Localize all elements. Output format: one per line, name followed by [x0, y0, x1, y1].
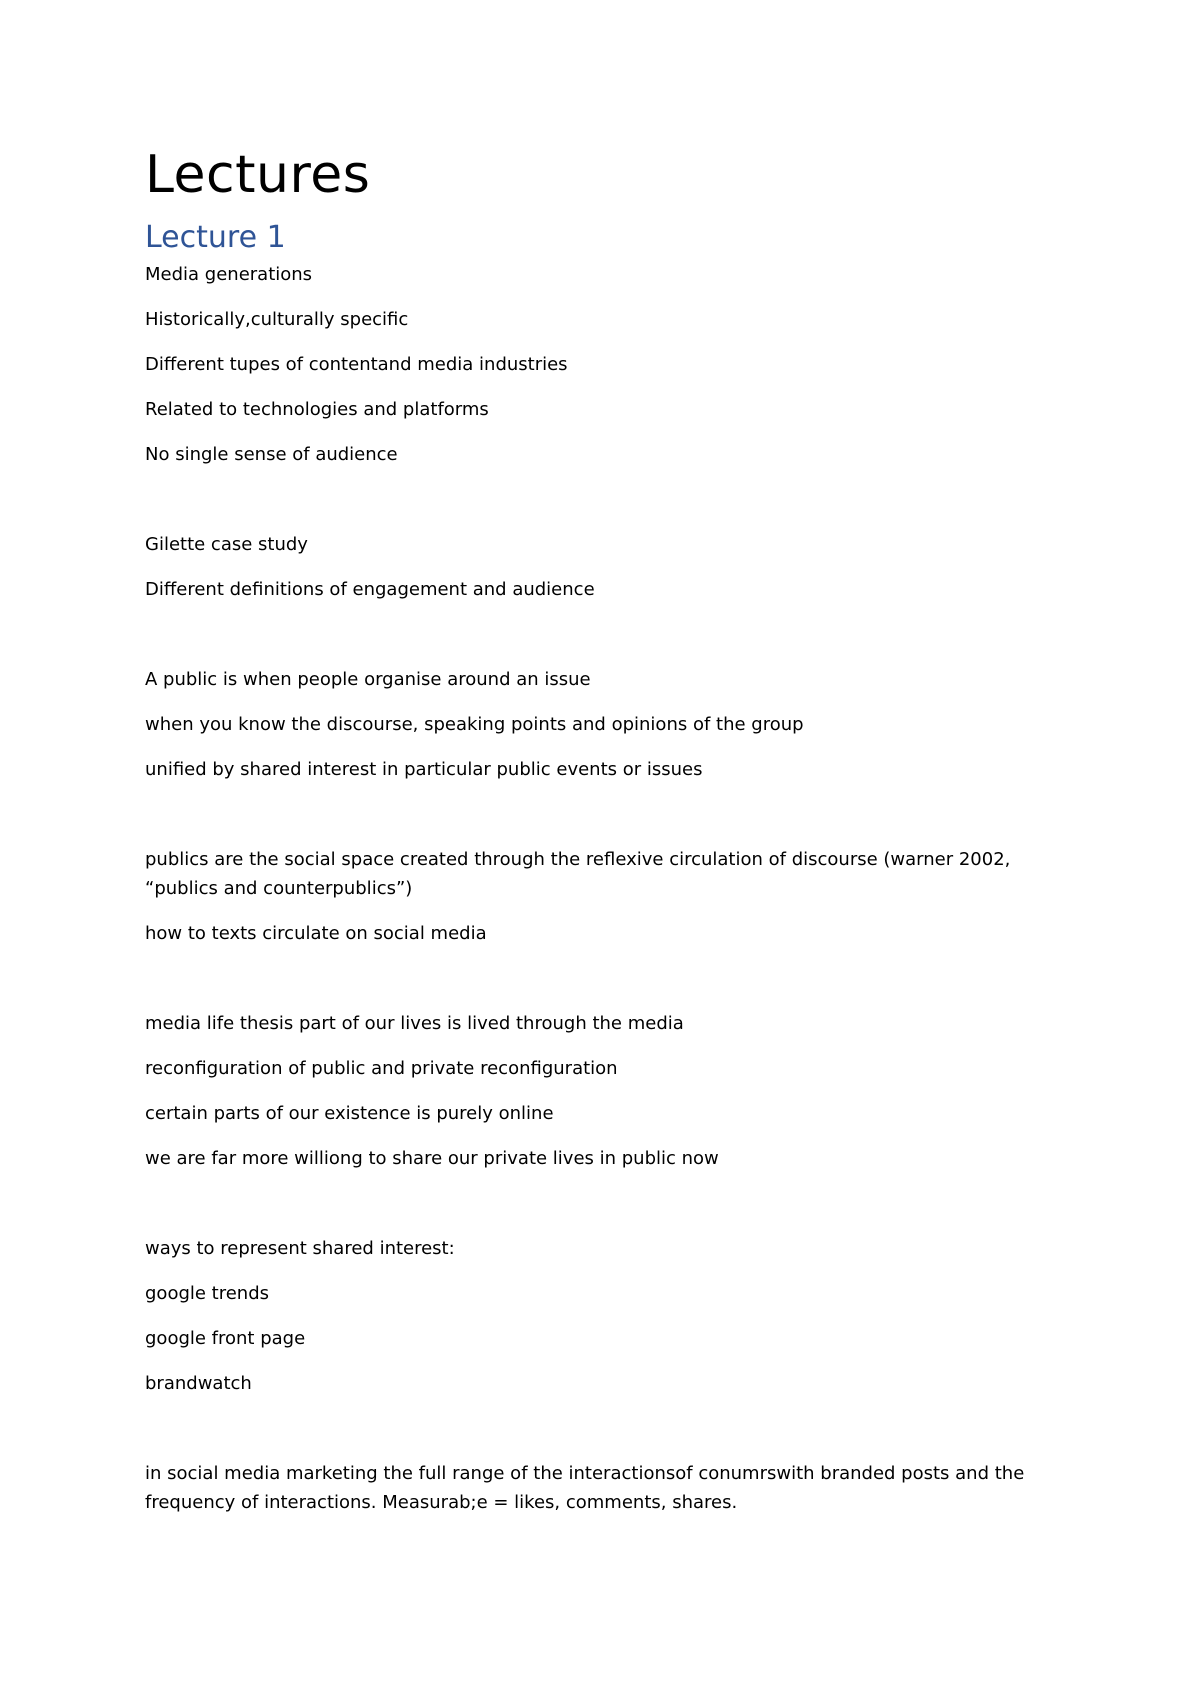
text-line: Related to technologies and platforms [145, 399, 489, 420]
text-line: when you know the discourse, speaking points and opinions of the group [145, 714, 804, 735]
text-line: in social media marketing the full range of the interactionsof conumrswith branded posts and the frequency of interactions. Measurab;e = likes, comments, shares. [145, 1463, 1025, 1513]
text-line: Historically,culturally specific [145, 309, 409, 330]
empty-paragraph [145, 485, 1045, 530]
document-body [145, 143, 1045, 1533]
text-line: No single sense of audience [145, 444, 398, 465]
empty-paragraph [145, 620, 1045, 665]
text-line: we are far more williong to share our private lives in public now [145, 1148, 719, 1169]
empty-paragraph [145, 1189, 1045, 1234]
text-line: google trends [145, 1283, 270, 1304]
text-line: google front page [145, 1328, 306, 1349]
text-line: Different definitions of engagement and audience [145, 579, 595, 600]
empty-paragraph [145, 800, 1045, 845]
text-line: how to texts circulate on social media [145, 923, 487, 944]
text-line: A public is when people organise around an issue [145, 669, 591, 690]
text-line: Gilette case study [145, 534, 308, 555]
text-line: media life thesis part of our lives is lived through the media [145, 1013, 684, 1034]
text-line: certain parts of our existence is purely online [145, 1103, 554, 1124]
text-line: reconfiguration of public and private reconfiguration [145, 1058, 618, 1079]
text-line: unified by shared interest in particular public events or issues [145, 759, 703, 780]
text-line: publics are the social space created through the reflexive circulation of discourse (warner 2002, “publics and counterpublics”) [145, 849, 1011, 899]
text-line: ways to represent shared interest: [145, 1238, 455, 1259]
text-line: brandwatch [145, 1373, 252, 1394]
text-line: Media generations [145, 264, 313, 285]
document-title: Lectures [145, 145, 371, 205]
empty-paragraph [145, 964, 1045, 1009]
empty-paragraph [145, 1414, 1045, 1459]
section-heading: Lecture 1 [145, 220, 286, 255]
text-line: Different tupes of contentand media industries [145, 354, 568, 375]
